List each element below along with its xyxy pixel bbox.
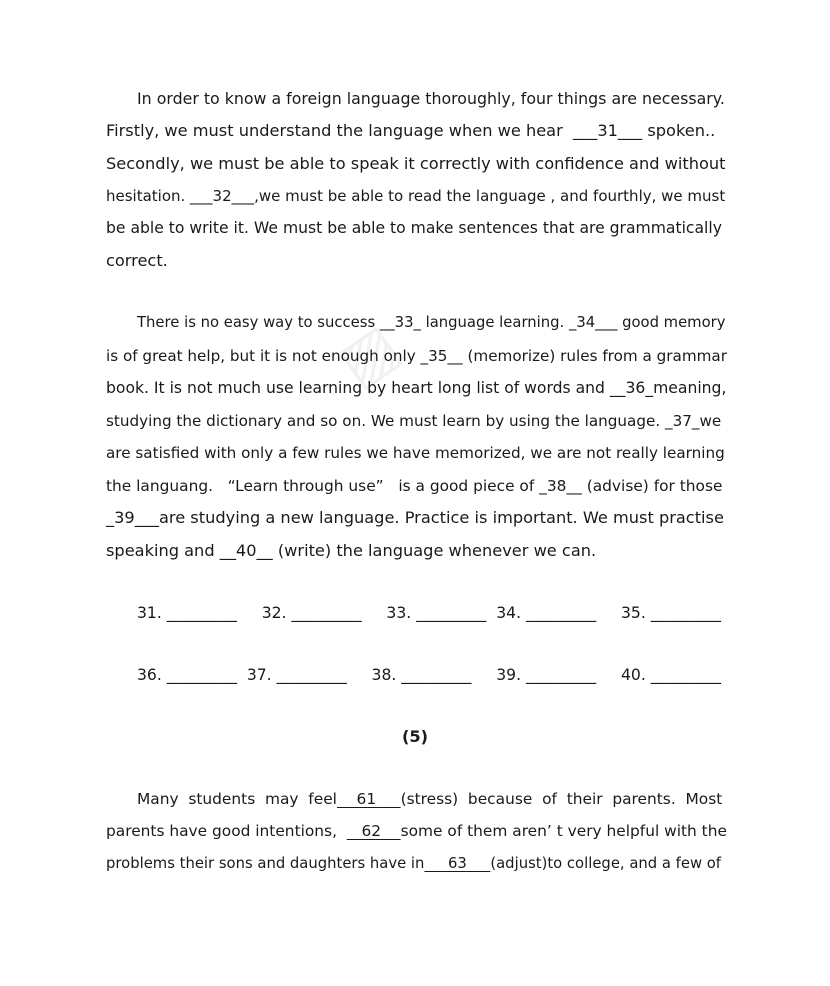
- text-line: Secondly, we must be able to speak it correctly with confidence and without: [106, 154, 726, 173]
- text-line: Firstly, we must understand the language when we hear ___31___ spoken..: [106, 121, 716, 140]
- text-span: some of them aren’ t very helpful with the: [400, 822, 727, 840]
- blank-number: 61: [356, 790, 377, 808]
- text-line: be able to write it. We must be able to make sentences that are grammatically: [106, 219, 722, 237]
- text-line: the languang. “Learn through use” is a good piece of _38__ (advise) for those: [106, 477, 723, 495]
- text-span: Many students may feel: [137, 790, 337, 808]
- text-span: (stress) because of their parents. Most: [400, 790, 723, 808]
- watermark: ▨: [325, 310, 412, 400]
- text-line: speaking and __40__ (write) the language whenever we can.: [106, 541, 597, 560]
- text-line: [137, 789, 722, 809]
- blank-62: [347, 822, 401, 840]
- text-span: parents have good intentions,: [106, 822, 347, 840]
- text-line: correct.: [106, 251, 168, 270]
- text-line: are satisfied with only a few rules we have memorized, we are not really learning: [106, 444, 725, 462]
- answer-row-2: 36. _________ 37. _________ 38. _________ 39. _________ 40. _________: [137, 666, 721, 684]
- blank-number: 62: [361, 822, 382, 840]
- text-line: There is no easy way to success __33_ language learning. _34___ good memory: [137, 314, 726, 331]
- blank-number: 63: [447, 855, 467, 872]
- section-heading: (5): [401, 727, 429, 746]
- text-span: (adjust)to college, and a few of: [490, 855, 722, 872]
- text-span: problems their sons and daughters have in: [106, 855, 425, 872]
- text-line: [106, 854, 721, 874]
- text-line: studying the dictionary and so on. We must learn by using the language. _37_we: [106, 412, 722, 430]
- text-line: hesitation. ___32___,we must be able to read the language , and fourthly, we must: [106, 187, 726, 205]
- text-line: is of great help, but it is not enough only _35__ (memorize) rules from a grammar: [106, 347, 727, 365]
- blank-61: [337, 790, 401, 808]
- blank-63: [424, 855, 490, 872]
- text-line: [106, 821, 727, 841]
- text-line: In order to know a foreign language thoroughly, four things are necessary.: [137, 89, 725, 108]
- text-line: _39___are studying a new language. Practice is important. We must practise: [106, 508, 724, 527]
- answer-row-1: 31. _________ 32. _________ 33. _________ 34. _________ 35. _________: [137, 604, 721, 622]
- text-line: book. It is not much use learning by heart long list of words and __36_meaning,: [106, 379, 727, 397]
